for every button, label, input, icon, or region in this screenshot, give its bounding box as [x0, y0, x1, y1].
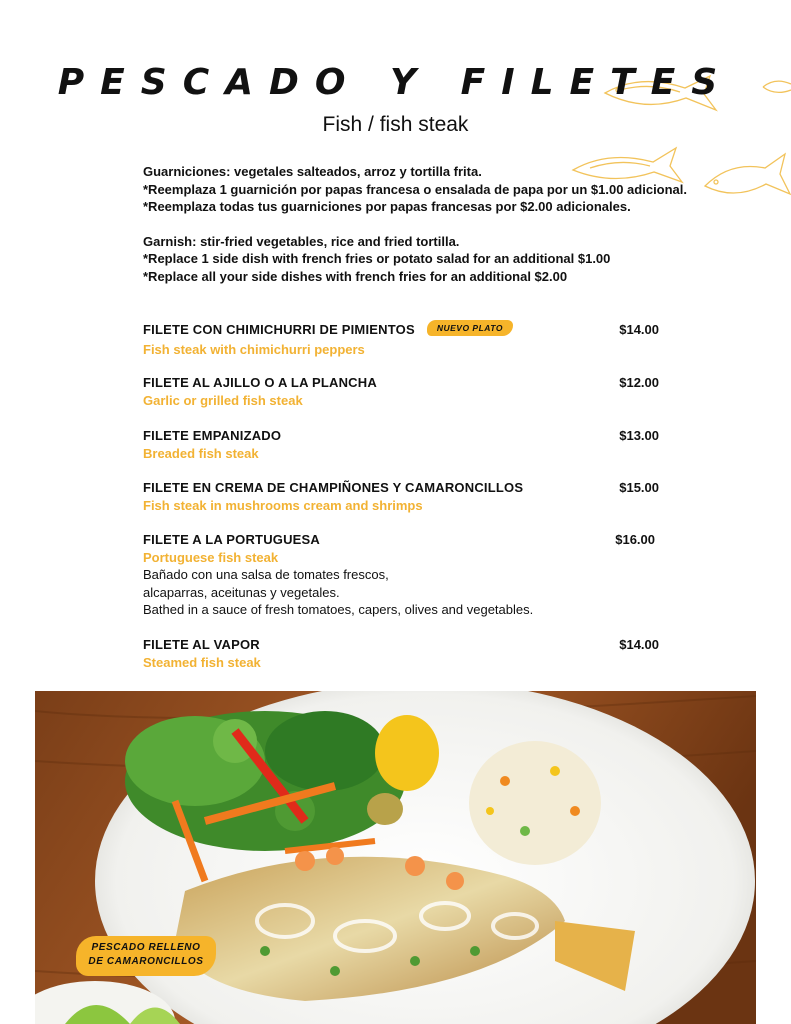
item-name: FILETE EN CREMA DE CHAMPIÑONES Y CAMARONCILLOS [143, 480, 524, 495]
item-price: $14.00 [619, 637, 659, 652]
photo-caption-line: DE CAMARONCILLOS [88, 956, 204, 967]
menu-item [143, 480, 663, 513]
menu-item [143, 637, 663, 670]
item-price: $16.00 [615, 532, 655, 547]
item-english-name: Steamed fish steak [143, 655, 261, 670]
menu-item [143, 375, 663, 408]
item-name: FILETE EMPANIZADO [143, 428, 282, 443]
item-price: $15.00 [619, 480, 659, 495]
note-line: *Reemplaza todas tus guarniciones por papas francesas por $2.00 adicionales. [143, 199, 631, 214]
note-line: *Reemplaza 1 guarnición por papas francesa o ensalada de papa por un $1.00 adicional. [143, 181, 688, 197]
page-subtitle: Fish / fish steak [322, 113, 469, 136]
item-description-line: Bañado con una salsa de tomates frescos, [143, 567, 389, 582]
photo-caption-badge [76, 936, 216, 976]
item-name: FILETE AL VAPOR [143, 637, 260, 652]
item-english-name: Fish steak with chimichurri peppers [143, 342, 365, 357]
item-price: $12.00 [619, 375, 659, 390]
item-description-line: alcaparras, aceitunas y vegetales. [143, 584, 340, 600]
photo-caption-line: PESCADO RELLENO [91, 942, 201, 953]
item-english-name: Fish steak in mushrooms cream and shrimps [143, 498, 423, 513]
item-english-name: Portuguese fish steak [143, 550, 279, 565]
item-price: $14.00 [619, 322, 659, 337]
item-english-name: Garlic or grilled fish steak [143, 393, 303, 408]
garnish-notes [143, 163, 687, 285]
item-name: FILETE A LA PORTUGUESA [143, 532, 321, 547]
item-name: FILETE AL AJILLO O A LA PLANCHA [143, 375, 377, 390]
menu-item [143, 322, 663, 357]
item-name: FILETE CON CHIMICHURRI DE PIMIENTOS [143, 322, 415, 337]
fish-sketch-icon [700, 146, 791, 206]
page-title: PESCADO Y FILETES [57, 62, 734, 103]
note-line: Garnish: stir-fried vegetables, rice and fried tortilla. [143, 233, 460, 249]
item-english-name: Breaded fish steak [143, 446, 259, 461]
note-line: *Replace all your side dishes with french fries for an additional $2.00 [143, 268, 568, 284]
note-line: Guarniciones: vegetales salteados, arroz y tortilla frita. [143, 164, 482, 179]
menu-item [143, 428, 663, 461]
menu-item [143, 532, 663, 619]
item-price: $13.00 [619, 428, 659, 443]
item-description-line: Bathed in a sauce of fresh tomatoes, capers, olives and vegetables. [143, 602, 534, 617]
note-line: *Replace 1 side dish with french fries or potato salad for an additional $1.00 [143, 251, 611, 266]
new-dish-badge: NUEVO PLATO [427, 320, 513, 336]
